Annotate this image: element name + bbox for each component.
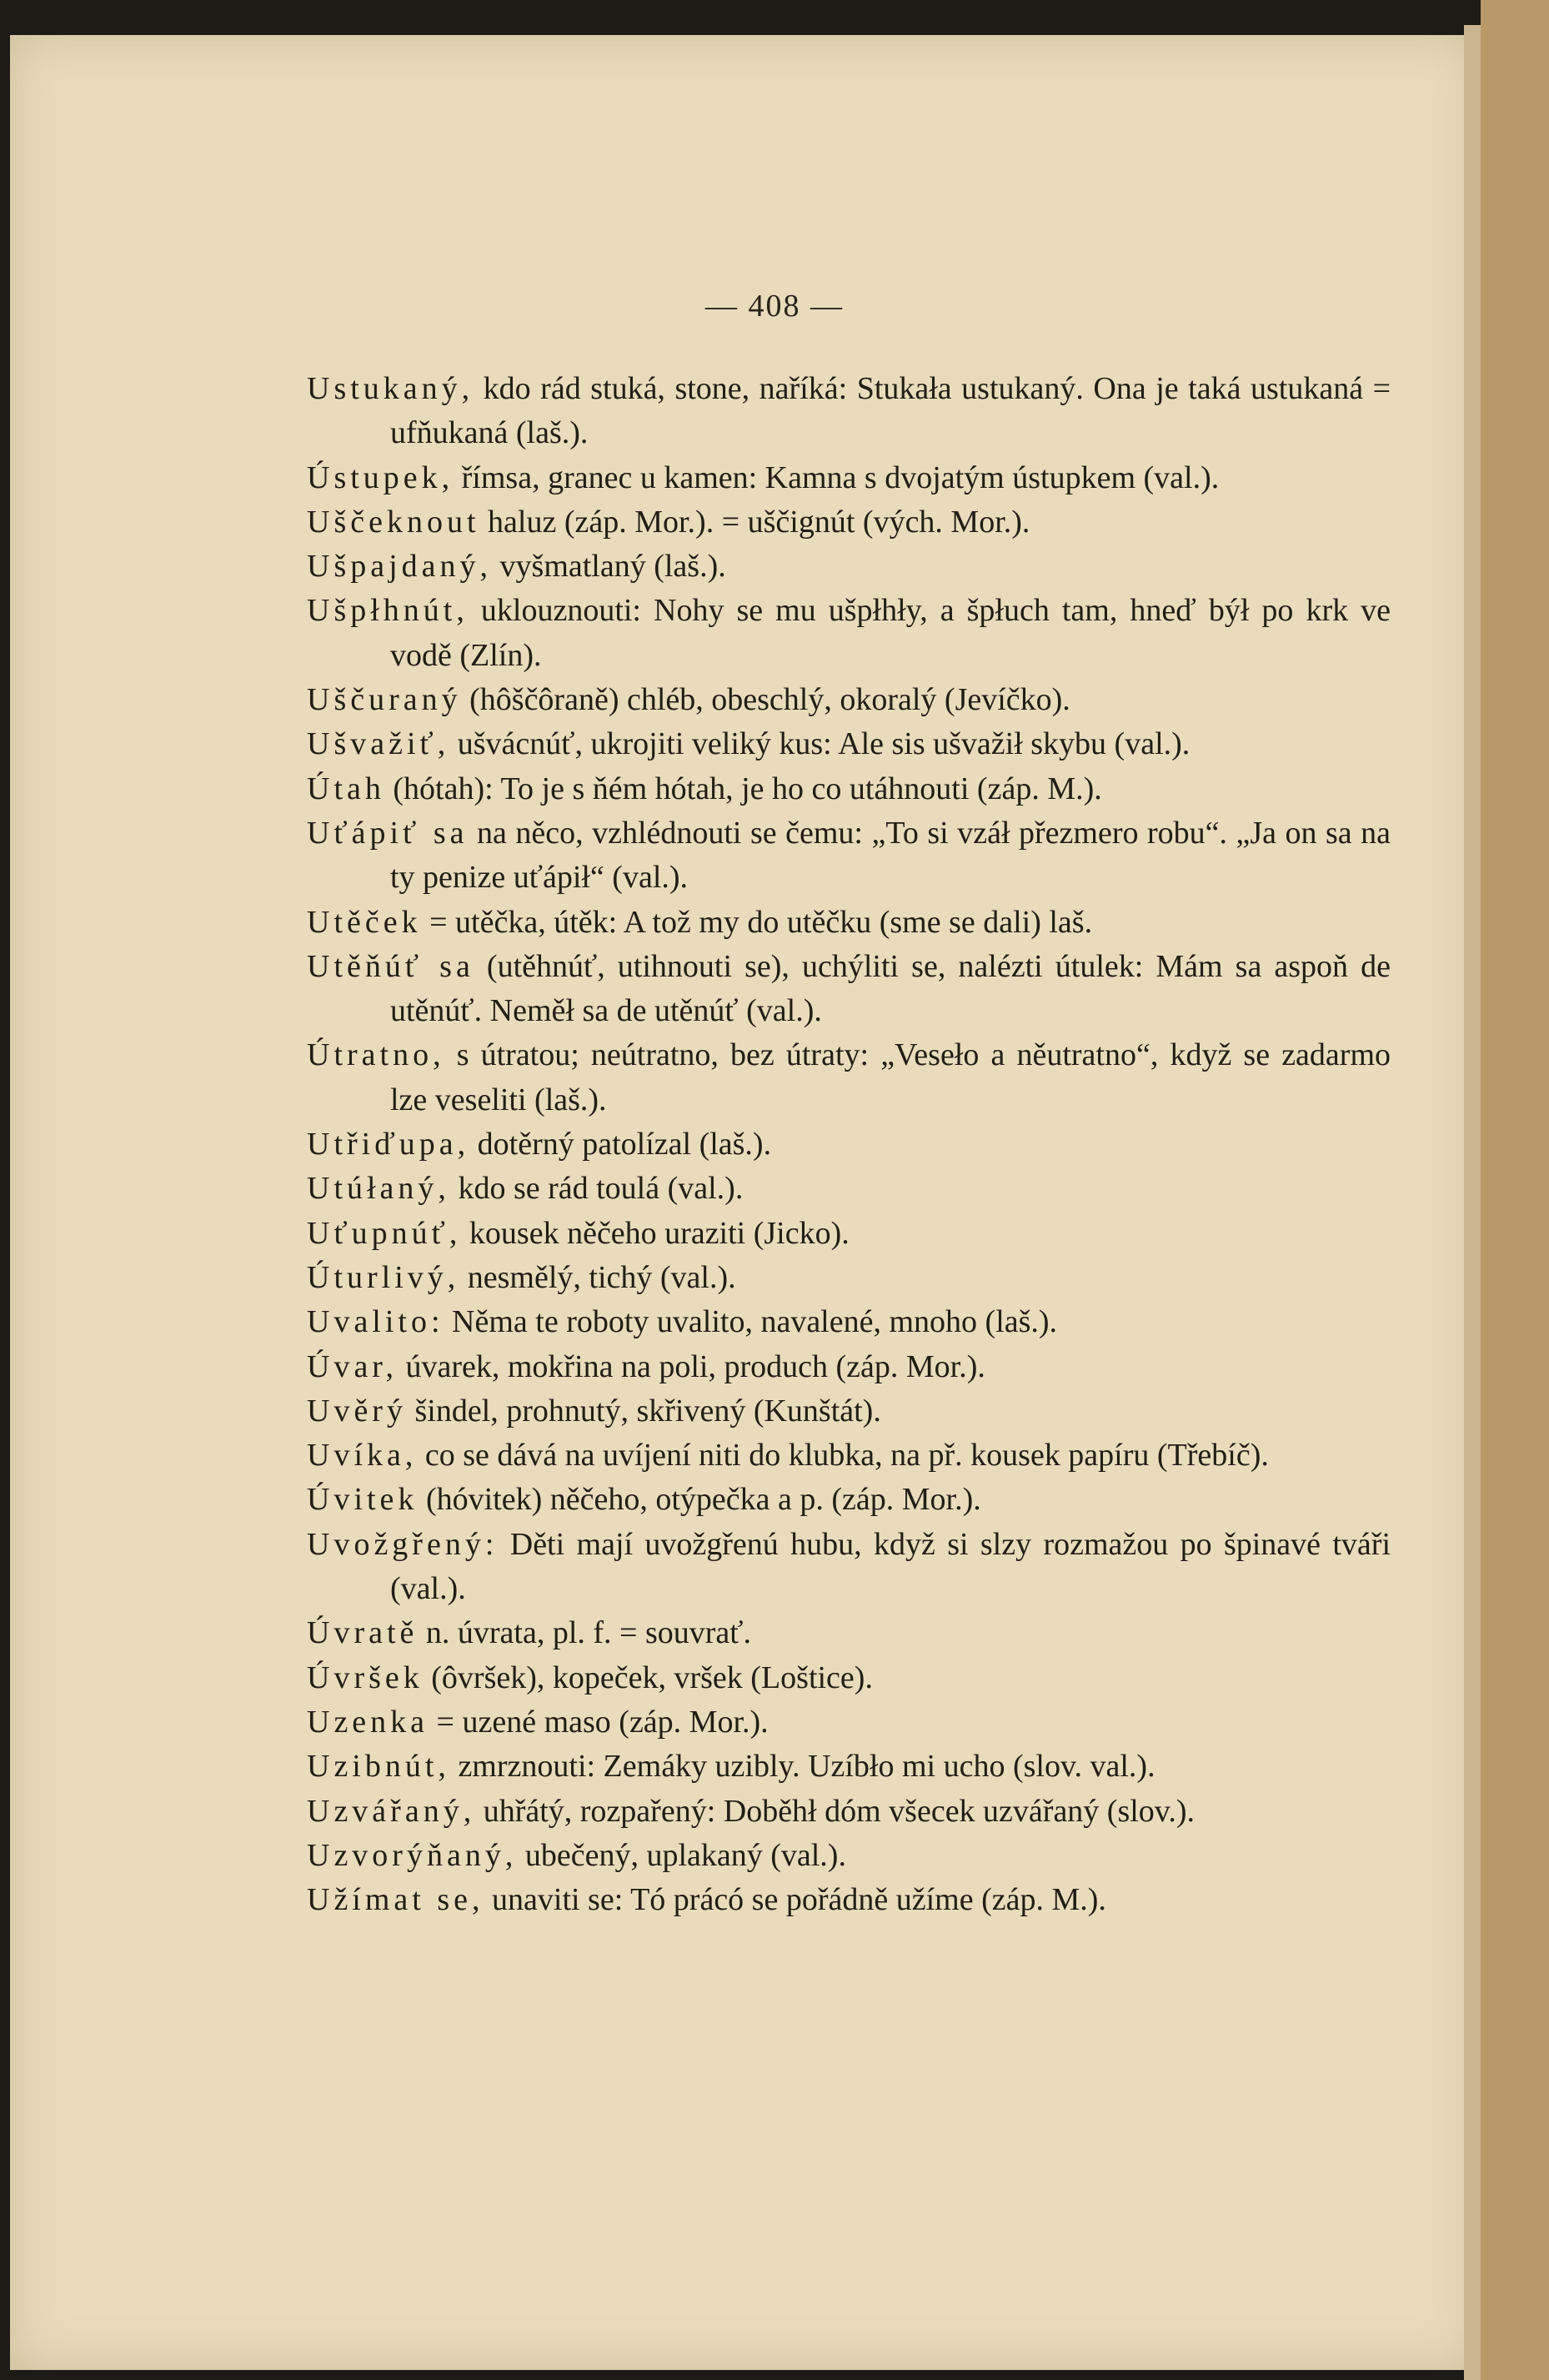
entry-headword: Uťápiť sa [307,815,469,851]
dictionary-entries [307,367,1391,1922]
entry-headword: Ušpłhnút, [307,593,469,629]
dictionary-entry [307,1256,1391,1300]
entry-definition: (utěhnúť, utihnouti se), uchýliti se, nalézti útulek: Mám sa aspoň de utěnúť. Neměł sa de utěnúť (val.). [390,948,1391,1029]
entry-headword: Útratno, [307,1037,445,1073]
entry-definition: haluz (záp. Mor.). = uščignút (vých. Mor.). [488,504,1030,540]
dictionary-entry [307,1389,1391,1434]
dictionary-entry [307,811,1391,901]
dictionary-entry [307,1167,1391,1211]
dictionary-entry [307,1790,1391,1834]
dictionary-entry [307,1212,1391,1256]
entry-headword: Uvíka, [307,1438,418,1474]
entry-definition: (hôščôraně) chléb, obeschlý, okoralý (Jevíčko). [469,682,1070,718]
entry-headword: Uščuraný [307,682,462,718]
entry-definition: co se dává na uvíjení niti do klubka, na př. kousek papíru (Třebíč). [424,1438,1269,1474]
entry-definition: vyšmatlaný (laš.). [499,549,726,585]
entry-headword: Úvršek [307,1659,424,1695]
page-gutter-shadow [1464,25,1481,2380]
entry-headword: Utěňúť sa [307,948,474,984]
entry-definition: kdo rád stuká, stone, naříká: Stukała ustukaný. Ona je taká ustukaná = ufňukaná (laš.). [390,371,1391,451]
dictionary-entry [307,901,1391,945]
entry-headword: Uzvářaný, [307,1793,476,1829]
entry-headword: Užímat se, [307,1882,484,1918]
entry-definition: ušvácnúť, ukrojiti veliký kus: Ale sis ušvažił skybu (val.). [457,726,1191,762]
entry-headword: Uzibnút, [307,1749,450,1785]
entry-headword: Uvožgřený: [307,1526,499,1562]
entry-definition: Děti mají uvožgřenú hubu, když si slzy rozmažou po špinavé tváři (val.). [390,1526,1391,1607]
dictionary-entry [307,1300,1391,1344]
entry-headword: Úvitek [307,1482,419,1518]
entry-headword: Ušvažiť, [307,726,450,762]
entry-headword: Uťupnúť, [307,1215,462,1251]
entry-definition: úvarek, mokřina na poli, produch (záp. Mor.). [405,1348,985,1384]
entry-headword: Uvěrý [307,1393,407,1429]
dictionary-entry [307,678,1391,722]
entry-headword: Úvratě [307,1615,419,1651]
entry-definition: zmrznouti: Zemáky uzibly. Uzíbło mi ucho (slov. val.). [458,1749,1155,1785]
entry-definition: římsa, granec u kamen: Kamna s dvojatým ústupkem (val.). [461,459,1220,495]
entry-headword: Uvalito: [307,1304,444,1340]
entry-definition: kdo se rád toulá (val.). [458,1171,744,1207]
entry-definition: Něma te roboty uvalito, navalené, mnoho (laš.). [452,1304,1058,1340]
page-number: — 408 — [705,289,844,324]
dictionary-entry [307,1745,1391,1789]
entry-headword: Uščeknout [307,504,480,540]
dictionary-entry [307,1434,1391,1478]
entry-definition: uklouznouti: Nohy se mu ušpłhły, a špłuch tam, hneď býł po krk ve vodě (Zlín). [390,593,1391,673]
entry-definition: unaviti se: Tó prácó se pořádně užíme (záp. M.). [492,1882,1106,1918]
entry-definition: kousek něčeho uraziti (Jicko). [469,1215,850,1251]
entry-definition: = uzené maso (záp. Mor.). [436,1704,769,1740]
adjacent-page-edge [1481,0,1549,2380]
entry-definition: šindel, prohnutý, skřivený (Kunštát). [414,1393,881,1429]
entry-headword: Úvar, [307,1348,398,1384]
dictionary-entry [307,589,1391,678]
dictionary-entry [307,767,1391,811]
entry-definition: uhřátý, rozpařený: Doběhł dóm všecek uzvářaný (slov.). [483,1793,1195,1829]
dictionary-entry [307,945,1391,1034]
entry-definition: (hóvitek) něčeho, otýpečka a p. (záp. Mor.). [425,1482,981,1518]
entry-headword: Uzenka [307,1704,429,1740]
dictionary-entry [307,1656,1391,1700]
dictionary-entry [307,545,1391,589]
entry-definition: n. úvrata, pl. f. = souvrať. [425,1615,752,1651]
dictionary-entry [307,500,1391,545]
entry-headword: Úturlivý, [307,1259,460,1295]
entry-definition: = utěčka, útěk: A tož my do utěčku (sme se dali) laš. [429,904,1093,940]
dictionary-entry [307,1523,1391,1612]
entry-headword: Utěček [307,904,422,940]
dictionary-entry [307,367,1391,456]
dictionary-entry [307,1834,1391,1878]
entry-definition: ubečený, uplakaný (val.). [524,1837,846,1873]
dictionary-entry [307,1345,1391,1389]
entry-definition: s útratou; neútratno, bez útraty: „Veseło a něutratno“, když se zadarmo lze veseliti (laš.). [390,1037,1391,1117]
entry-definition: (hótah): To je s ňém hótah, je ho co utáhnouti (záp. M.). [393,771,1102,806]
dictionary-entry [307,456,1391,500]
dictionary-entry [307,1033,1391,1122]
entry-headword: Utřiďupa, [307,1127,470,1162]
dictionary-entry [307,1478,1391,1522]
entry-headword: Útah [307,771,385,806]
entry-headword: Ušpajdaný, [307,549,493,585]
dictionary-entry [307,1700,1391,1745]
entry-headword: Ustukaný, [307,371,474,406]
entry-headword: Ústupek, [307,459,454,495]
entry-definition: nesmělý, tichý (val.). [467,1259,736,1295]
dictionary-entry [307,1878,1391,1922]
dictionary-entry [307,1122,1391,1167]
dictionary-entry [307,1611,1391,1655]
entry-headword: Utúłaný, [307,1171,450,1207]
entry-headword: Uzvorýňaný, [307,1837,518,1873]
entry-definition: na něco, vzhlédnouti se čemu: „To si vzáł přezmero robu“. „Ja on sa na ty penize uťápił“ (val.). [390,815,1391,896]
entry-definition: dotěrný patolízal (laš.). [477,1127,772,1162]
dictionary-entry [307,722,1391,766]
entry-definition: (ôvršek), kopeček, vršek (Loštice). [431,1659,873,1695]
